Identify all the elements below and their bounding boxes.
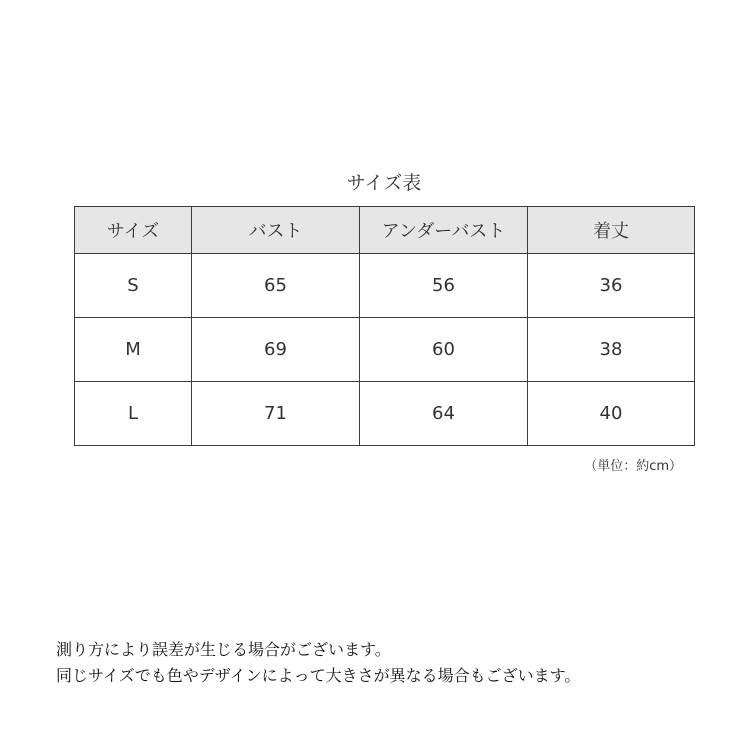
size-table — [74, 206, 695, 446]
cell-under-bust: 64 — [360, 382, 528, 446]
table-header — [75, 207, 695, 254]
header-under-bust: アンダーバスト — [360, 207, 528, 254]
note-measurement-error: 測り方により誤差が生じる場合がございます。 — [56, 640, 391, 659]
cell-length: 38 — [528, 318, 695, 382]
notes — [56, 637, 580, 689]
cell-size: S — [75, 254, 192, 318]
table-body — [75, 254, 695, 446]
size-chart-title: サイズ表 — [346, 172, 422, 194]
cell-length: 40 — [528, 382, 695, 446]
cell-bust: 69 — [192, 318, 360, 382]
cell-bust: 65 — [192, 254, 360, 318]
cell-under-bust: 60 — [360, 318, 528, 382]
cell-bust: 71 — [192, 382, 360, 446]
header-bust: バスト — [192, 207, 360, 254]
header-length: 着丈 — [528, 207, 695, 254]
table-header-row — [75, 207, 695, 254]
table-row — [75, 318, 695, 382]
note-size-variation: 同じサイズでも色やデザインによって大きさが異なる場合もございます。 — [56, 666, 581, 685]
cell-under-bust: 56 — [360, 254, 528, 318]
table-row — [75, 382, 695, 446]
cell-size: M — [75, 318, 192, 382]
cell-length: 36 — [528, 254, 695, 318]
header-size: サイズ — [75, 207, 192, 254]
unit-note: （単位：約cm） — [584, 459, 682, 474]
table-row — [75, 254, 695, 318]
cell-size: L — [75, 382, 192, 446]
